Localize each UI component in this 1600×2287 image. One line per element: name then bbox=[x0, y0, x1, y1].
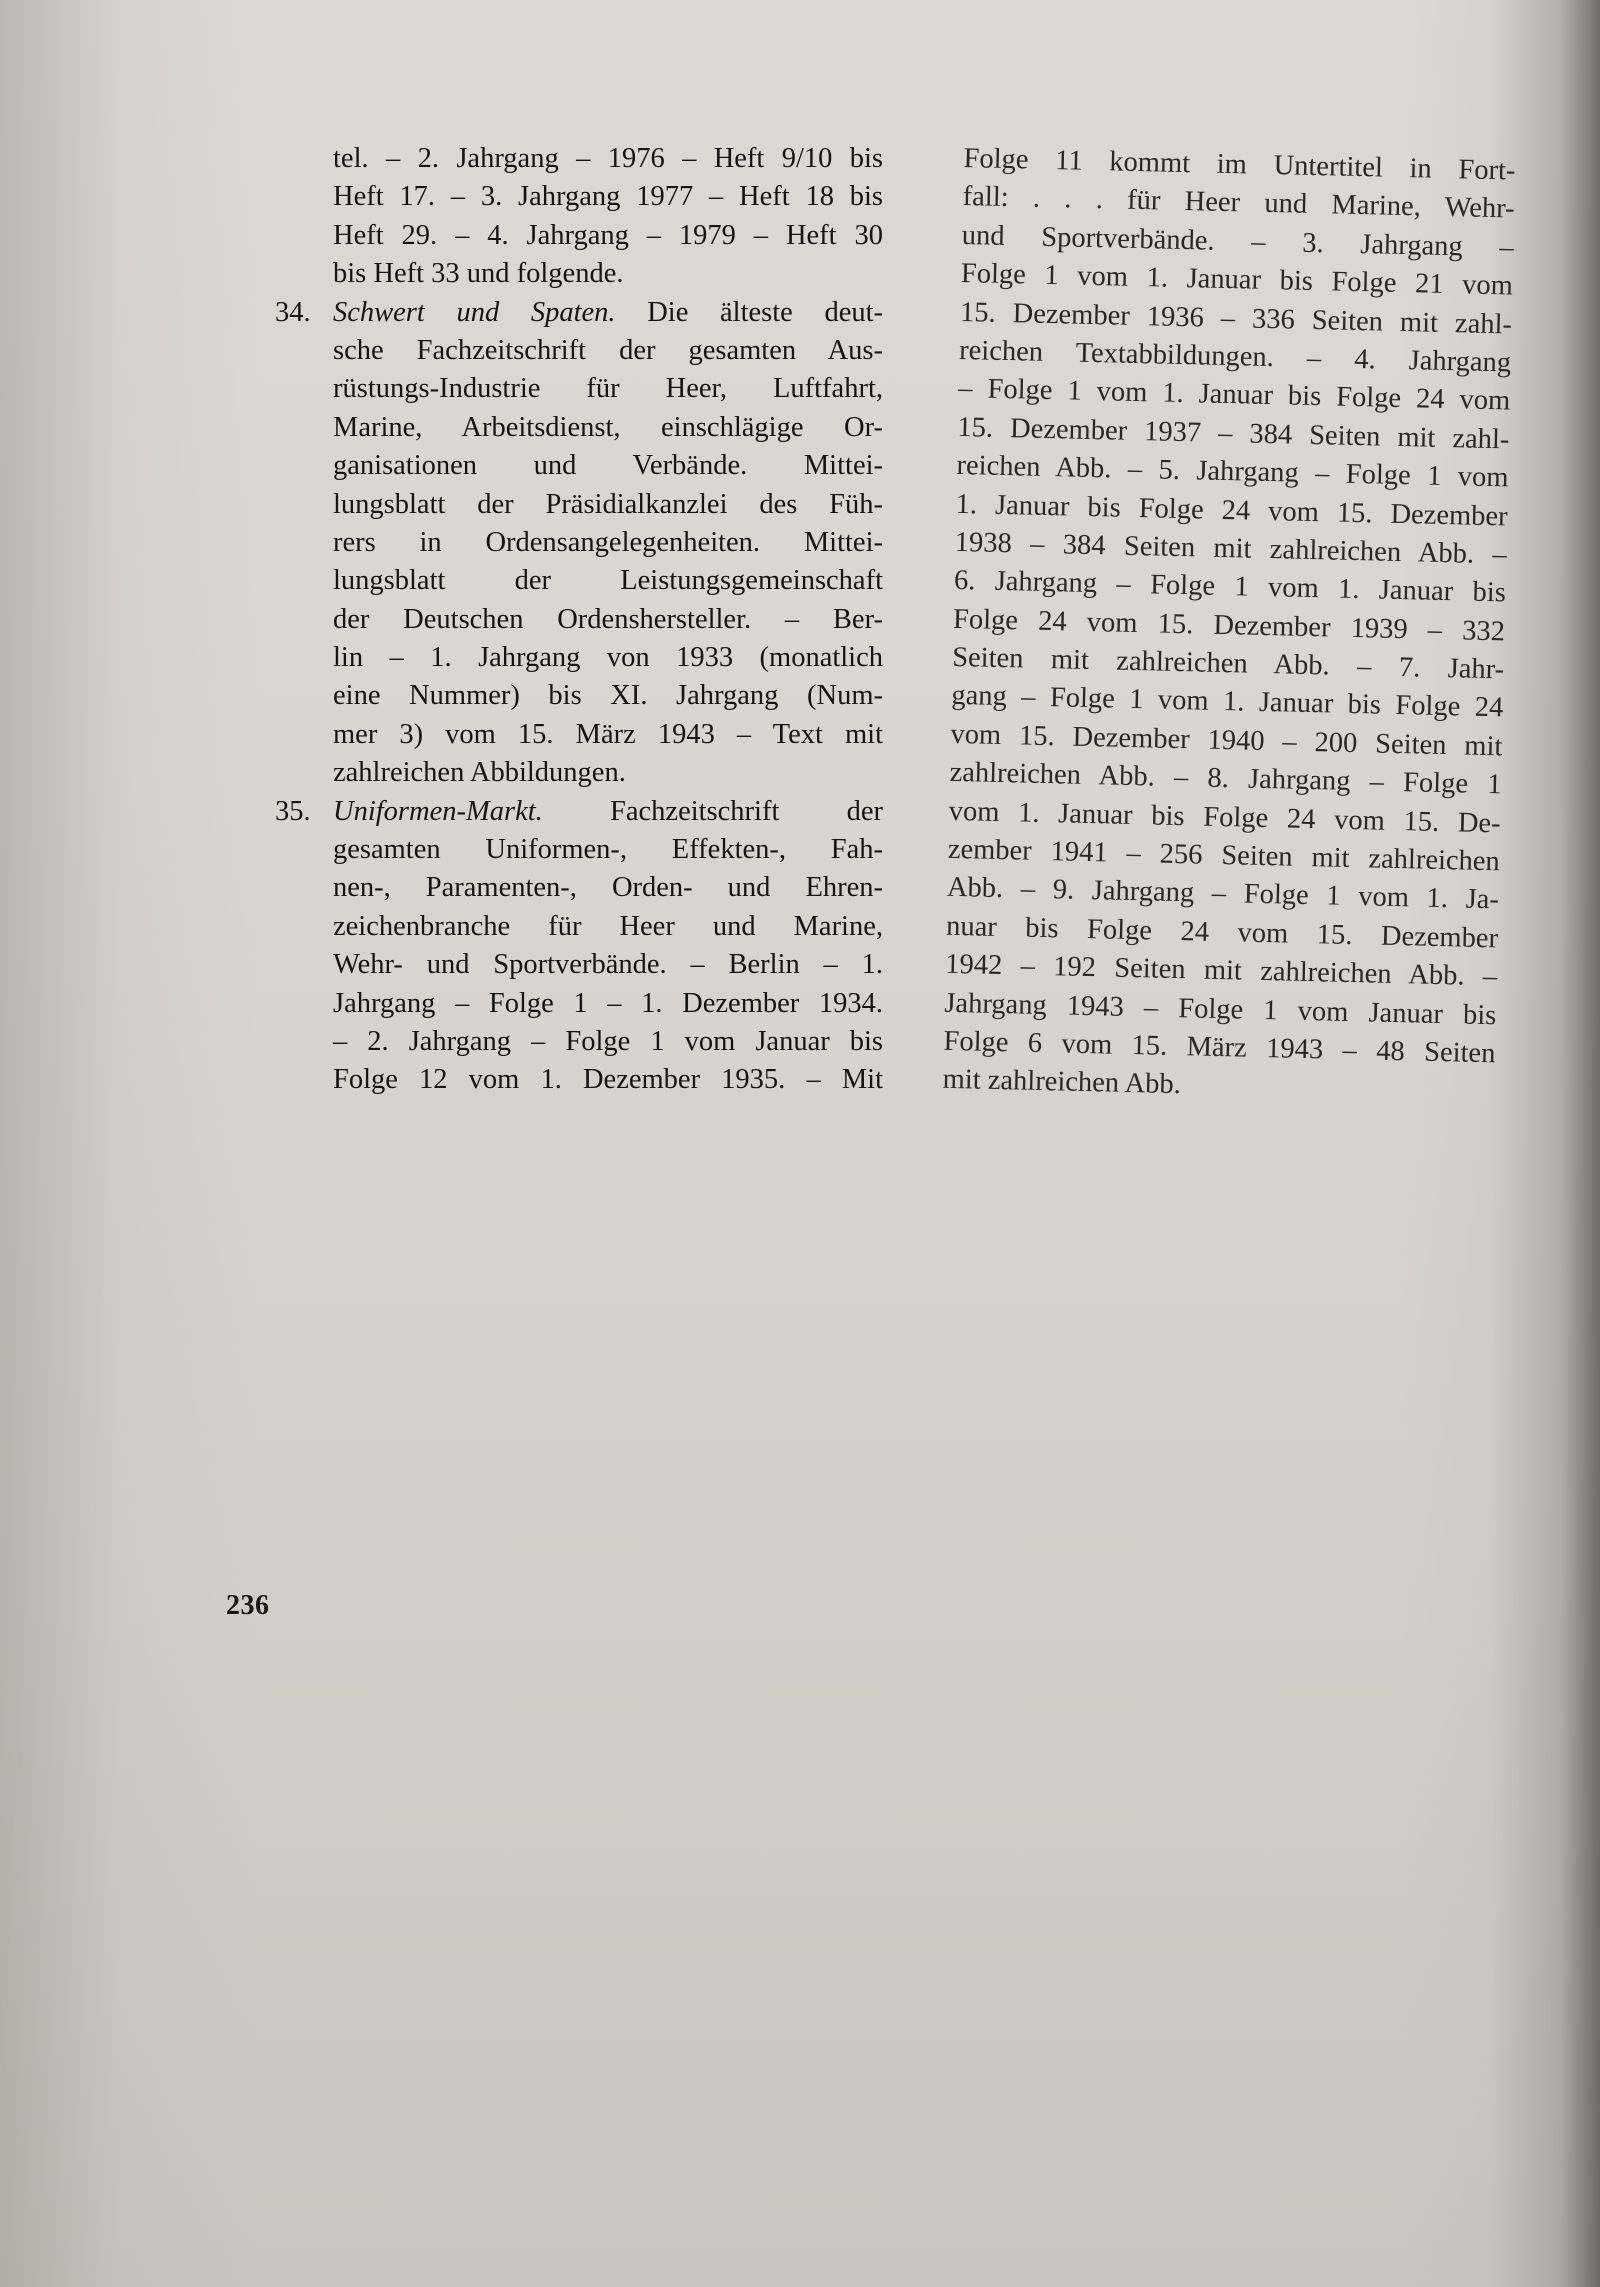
text-line: zahlreichen Abbildungen. bbox=[333, 757, 626, 789]
text-line: Wehr- und Sportverbände. – Berlin – 1. bbox=[333, 949, 883, 981]
text-line: Jahrgang – Folge 1 – 1. Dezember 1934. bbox=[333, 987, 883, 1019]
left-column bbox=[275, 140, 883, 1100]
entry-first-line bbox=[275, 294, 884, 332]
text-line: Folge 12 vom 1. Dezember 1935. – Mit bbox=[333, 1064, 883, 1096]
text-line: 15. Dezember 1937 – 384 Seiten mit zahl- bbox=[957, 411, 1510, 456]
text-line: reichen Textabbildungen. – 4. Jahrgang bbox=[958, 334, 1512, 379]
text-line: 15. Dezember 1936 – 336 Seiten mit zahl- bbox=[959, 296, 1513, 341]
text-line: 6. Jahrgang – Folge 1 vom 1. Januar bis bbox=[953, 565, 1507, 609]
entry-34 bbox=[275, 294, 883, 793]
text-line: Marine, Arbeitsdienst, einschlägige Or- bbox=[333, 411, 883, 443]
entry-number: 35. bbox=[275, 795, 311, 827]
entry-number: 34. bbox=[275, 296, 311, 328]
text-line: – 2. Jahrgang – Folge 1 vom Januar bis bbox=[333, 1025, 883, 1057]
entry-title: Schwert und Spaten. bbox=[333, 296, 616, 328]
text-line: zeichenbranche für Heer und Marine, bbox=[333, 910, 883, 942]
text-line: mer 3) vom 15. März 1943 – Text mit bbox=[333, 718, 883, 750]
text-line: Abb. – 9. Jahrgang – Folge 1 vom 1. Ja- bbox=[946, 872, 1500, 916]
text-line: Heft 29. – 4. Jahrgang – 1979 – Heft 30 bbox=[333, 219, 883, 251]
continuation-block bbox=[275, 140, 883, 294]
entry-first-line bbox=[275, 793, 883, 831]
text-line: Folge 1 vom 1. Januar bis Folge 21 vom bbox=[960, 258, 1514, 302]
text-line: Folge 6 vom 15. März 1943 – 48 Seiten bbox=[943, 1025, 1496, 1070]
text-line: 1. Januar bis Folge 24 vom 15. Dezember bbox=[955, 488, 1508, 532]
text-line: und Sportverbände. – 3. Jahrgang – bbox=[961, 219, 1515, 264]
text-line: der Deutschen Ordenshersteller. – Ber- bbox=[333, 603, 883, 635]
text-line: nuar bis Folge 24 vom 15. Dezember bbox=[945, 910, 1499, 955]
text-line: rüstungs-Industrie für Heer, Luftfahrt, bbox=[333, 373, 883, 405]
entry-35 bbox=[275, 793, 883, 1100]
text-line: sche Fachzeitschrift der gesamten Aus- bbox=[333, 334, 883, 366]
text-line: Heft 17. – 3. Jahrgang 1977 – Heft 18 bis bbox=[333, 181, 883, 213]
text-line: – Folge 1 vom 1. Januar bis Folge 24 vom bbox=[958, 373, 1511, 417]
text-line: bis Heft 33 und folgende. bbox=[333, 258, 624, 290]
text-line: Jahrgang 1943 – Folge 1 vom Januar bis bbox=[944, 987, 1497, 1031]
right-column bbox=[942, 140, 1516, 1112]
text-line: lungsblatt der Präsidialkanzlei des Füh- bbox=[333, 488, 883, 520]
text-line: 1938 – 384 Seiten mit zahlreichen Abb. – bbox=[954, 526, 1508, 571]
text-line: ganisationen und Verbände. Mittei- bbox=[333, 450, 883, 482]
text-line: reichen Abb. – 5. Jahrgang – Folge 1 vom bbox=[956, 450, 1509, 494]
entry-text: Fachzeitschrift der bbox=[610, 795, 883, 827]
text-line: vom 1. Januar bis Folge 24 vom 15. De- bbox=[948, 795, 1501, 839]
text-line: Folge 24 vom 15. Dezember 1939 – 332 bbox=[952, 603, 1506, 648]
text-line: tel. – 2. Jahrgang – 1976 – Heft 9/10 bis bbox=[333, 143, 883, 174]
text-line: Seiten mit zahlreichen Abb. – 7. Jahr- bbox=[951, 641, 1505, 686]
entry-text: Die älteste deut- bbox=[647, 296, 884, 328]
text-line: mit zahlreichen Abb. bbox=[942, 1064, 1182, 1101]
text-line: nen-, Paramenten-, Orden- und Ehren- bbox=[333, 872, 883, 904]
text-line: lin – 1. Jahrgang von 1933 (monatlich bbox=[333, 642, 883, 674]
text-line: 1942 – 192 Seiten mit zahlreichen Abb. – bbox=[944, 948, 1498, 993]
text-line: zahlreichen Abb. – 8. Jahrgang – Folge 1 bbox=[949, 757, 1502, 801]
text-line: vom 15. Dezember 1940 – 200 Seiten mit bbox=[950, 718, 1503, 763]
page-number: 236 bbox=[226, 1590, 270, 1621]
text-line: Folge 11 kommt im Untertitel in Fort- bbox=[963, 142, 1516, 187]
text-line: gang – Folge 1 vom 1. Januar bis Folge 24 bbox=[951, 680, 1504, 724]
text-line: rers in Ordensangelegenheiten. Mittei- bbox=[333, 526, 883, 558]
text-line: fall: . . . für Heer und Marine, Wehr- bbox=[962, 181, 1515, 225]
text-line: zember 1941 – 256 Seiten mit zahlreichen bbox=[947, 833, 1501, 878]
entry-title: Uniformen-Markt. bbox=[333, 795, 543, 827]
text-line: eine Nummer) bis XI. Jahrgang (Num- bbox=[333, 680, 883, 712]
text-line: lungsblatt der Leistungsgemeinschaft bbox=[333, 565, 883, 597]
text-line: gesamten Uniformen-, Effekten-, Fah- bbox=[333, 834, 883, 866]
